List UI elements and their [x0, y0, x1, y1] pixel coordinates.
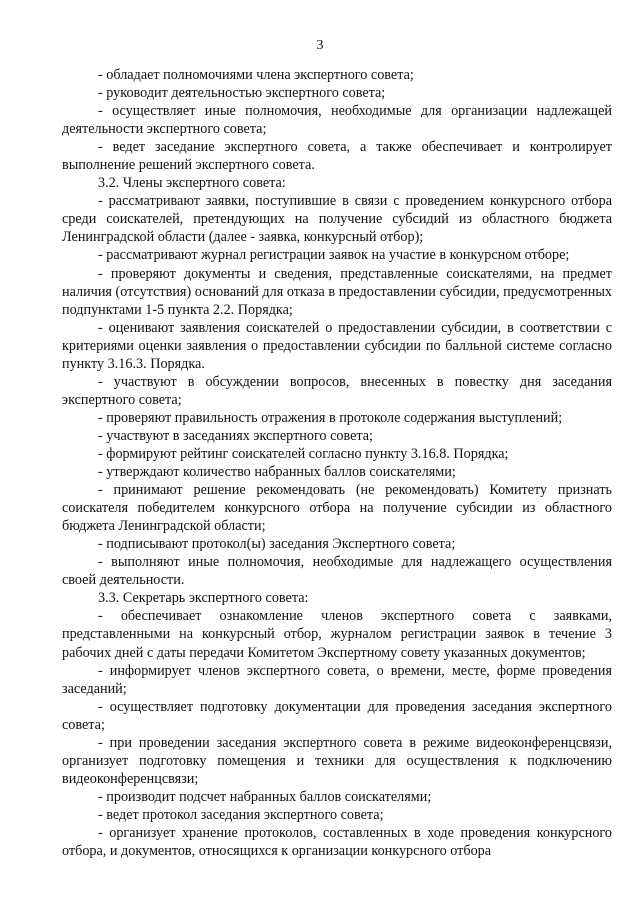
paragraph-24: - ведет протокол заседания экспертного совета;	[98, 806, 384, 823]
paragraph-22: - при проведении заседания экспертного совета в режиме видеоконференцсвязи, организует подготовку помещения и техники для осуществления к подключению видеоконференцсвязи;	[62, 734, 612, 787]
paragraph-3: - осуществляет иные полномочия, необходимые для организации надлежащей деятельности экспертного совета;	[62, 103, 612, 138]
paragraph-14: - утверждают количество набранных баллов соискателями;	[98, 464, 456, 481]
paragraph-21: - осуществляет подготовку документации для проведения заседания экспертного совета;	[62, 698, 612, 733]
paragraph-2: - руководит деятельностью экспертного совета;	[98, 85, 386, 102]
paragraph-13: - формируют рейтинг соискателей согласно пункту 3.16.8. Порядка;	[98, 445, 509, 462]
paragraph-11: - проверяют правильность отражения в протоколе содержания выступлений;	[98, 409, 563, 426]
paragraph-23: - производит подсчет набранных баллов соискателями;	[98, 788, 432, 805]
paragraph-1: - обладает полномочиями члена экспертного совета;	[98, 67, 414, 83]
paragraph-6: - рассматривают заявки, поступившие в связи с проведением конкурсного отбора среди соискателей, претендующих на получение субсидий из областного бюджета Ленинградской области (далее - заявка, конкурсный отбор);	[62, 193, 612, 246]
paragraph-15: - принимают решение рекомендовать (не рекомендовать) Комитету признать соискателя победителем конкурсного отбора на получение субсидии из областного бюджета Ленинградской области;	[62, 482, 612, 535]
paragraph-7: - рассматривают журнал регистрации заявок на участие в конкурсном отборе;	[98, 247, 570, 264]
paragraph-8: - проверяют документы и сведения, представленные соискателями, на предмет наличия (отсутствия) оснований для отказа в предоставлении субсидии, предусмотренных подпунктами 1-5 пункта 2.2. Порядка;	[62, 265, 612, 318]
section-heading-3-2: 3.2. Члены экспертного совета:	[98, 175, 286, 192]
paragraph-17: - выполняют иные полномочия, необходимые для надлежащего осуществления своей деятельности.	[62, 554, 612, 589]
paragraph-20: - информирует членов экспертного совета, о времени, месте, форме проведения заседаний;	[62, 662, 612, 697]
section-heading-3-3: 3.3. Секретарь экспертного совета:	[98, 590, 309, 607]
paragraph-4: - ведет заседание экспертного совета, а также обеспечивает и контролирует выполнение решений экспертного совета.	[62, 139, 612, 174]
paragraph-25: - организует хранение протоколов, составленных в ходе проведения конкурсного отбора, и документов, относящихся к организации конкурсного отбора	[62, 824, 612, 860]
paragraph-12: - участвуют в заседаниях экспертного совета;	[98, 427, 373, 444]
paragraph-9: - оценивают заявления соискателей о предоставлении субсидии, в соответствии с критериями оценки заявления о предоставлении субсидии по балльной системе согласно пункту 3.16.3. Порядка.	[62, 319, 612, 372]
document-body	[62, 66, 612, 860]
paragraph-19: - обеспечивает ознакомление членов экспертного совета с заявками, представленными на конкурсный отбор, журналом регистрации заявок в течение 3 рабочих дней с даты передачи Комитетом Экспертному совету указанных документов;	[62, 608, 612, 661]
paragraph-16: - подписывают протокол(ы) заседания Экспертного совета;	[98, 536, 456, 553]
page-number: 3	[316, 38, 324, 53]
paragraph-10: - участвуют в обсуждении вопросов, внесенных в повестку дня заседания экспертного совета;	[62, 373, 612, 408]
